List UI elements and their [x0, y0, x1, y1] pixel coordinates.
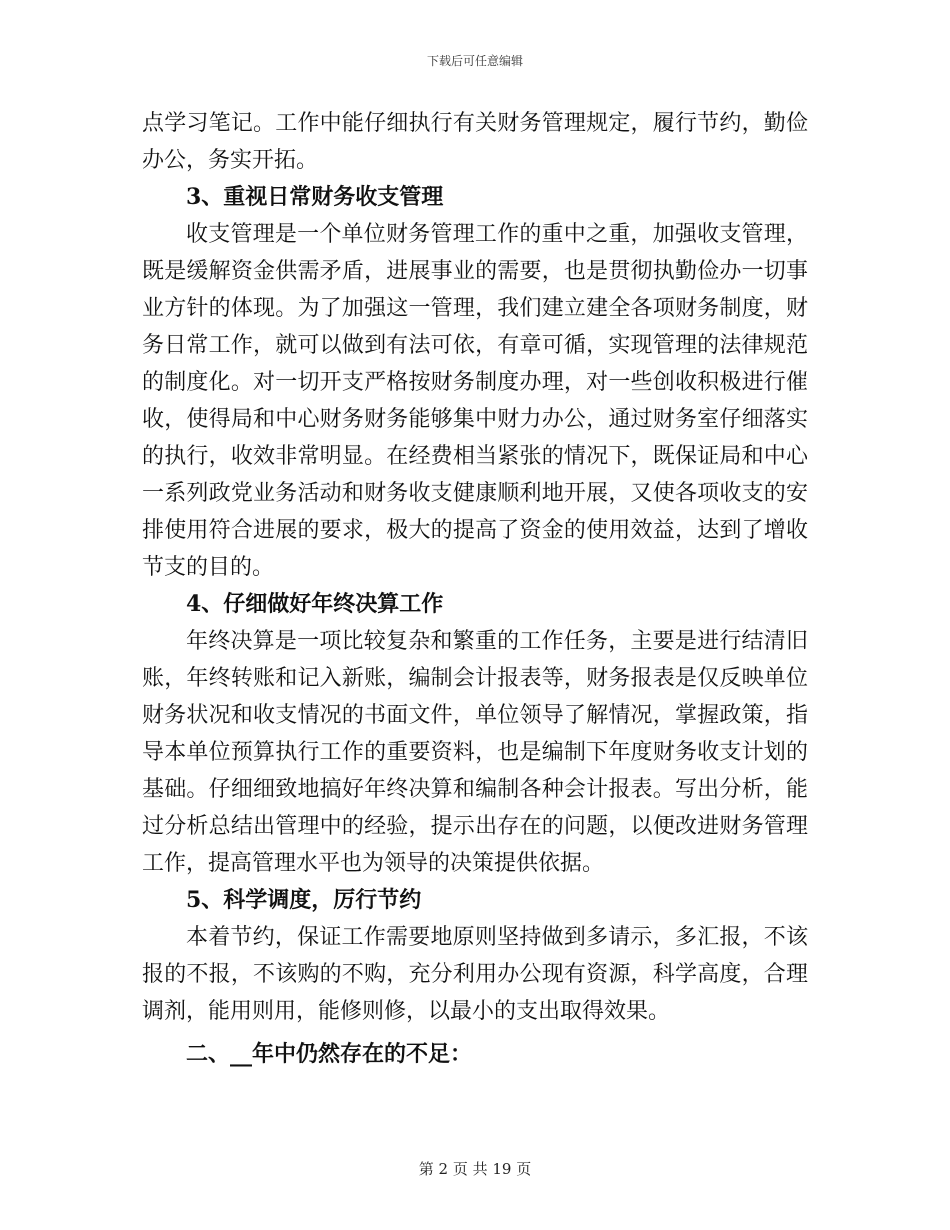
paragraph-5: 本着节约，保证工作需要地原则坚持做到多请示，多汇报，不该报的不报，不该购的不购，充分利用办公现有资源，科学高度，合理调剂，能用则用，能修则修，以最小的支出取得效果。 — [142, 925, 808, 1024]
paragraph-3: 收支管理是一个单位财务管理工作的重中之重，加强收支管理，既是缓解资金供需矛盾，进展事业的需要，也是贯彻执勤俭办一切事业方针的体现。为了加强这一管理，我们建立建全各项财务制度，财务日常工作，就可以做到有法可依，有章可循，实现管理的法律规范的制度化。对一切开支严格按财务制度办理，对一些创收积极进行催收，使得局和中心财务财务能够集中财力办公，通过财务室仔细落实的执行，收效非常明显。在经费相当紧张的情况下，既保证局和中心一系列政党业务活动和财务收支健康顺利地开展，又使各项收支的安排使用符合进展的要求，极大的提高了资金的使用效益，达到了增收节支的目的。 — [142, 222, 808, 580]
paragraph-continuation: 点学习笔记。工作中能仔细执行有关财务管理规定，履行节约，勤俭办公，务实开拓。 — [142, 111, 808, 173]
section-heading-2: 二、__年中仍然存在的不足： — [186, 1041, 473, 1067]
page-number: 第 2 页 共 19 页 — [418, 1160, 532, 1178]
heading-5: 5、科学调度，厉行节约 — [186, 887, 422, 913]
paragraph-4: 年终决算是一项比较复杂和繁重的工作任务，主要是进行结清旧账，年终转账和记入新账，编制会计报表等，财务报表是仅反映单位财务状况和收支情况的书面文件，单位领导了解情况，掌握政策，指导本单位预算执行工作的重要资料，也是编制下年度财务收支计划的基础。仔细细致地搞好年终决算和编制各种会计报表。写出分析，能过分析总结出管理中的经验，提示出存在的问题，以便改进财务管理工作，提高管理水平也为领导的决策提供依据。 — [142, 629, 808, 876]
document-body — [142, 105, 808, 1073]
heading-3: 3、重视日常财务收支管理 — [186, 184, 444, 210]
heading-4: 4、仔细做好年终决算工作 — [186, 591, 444, 617]
page-header: 下载后可任意编辑 — [426, 54, 523, 68]
